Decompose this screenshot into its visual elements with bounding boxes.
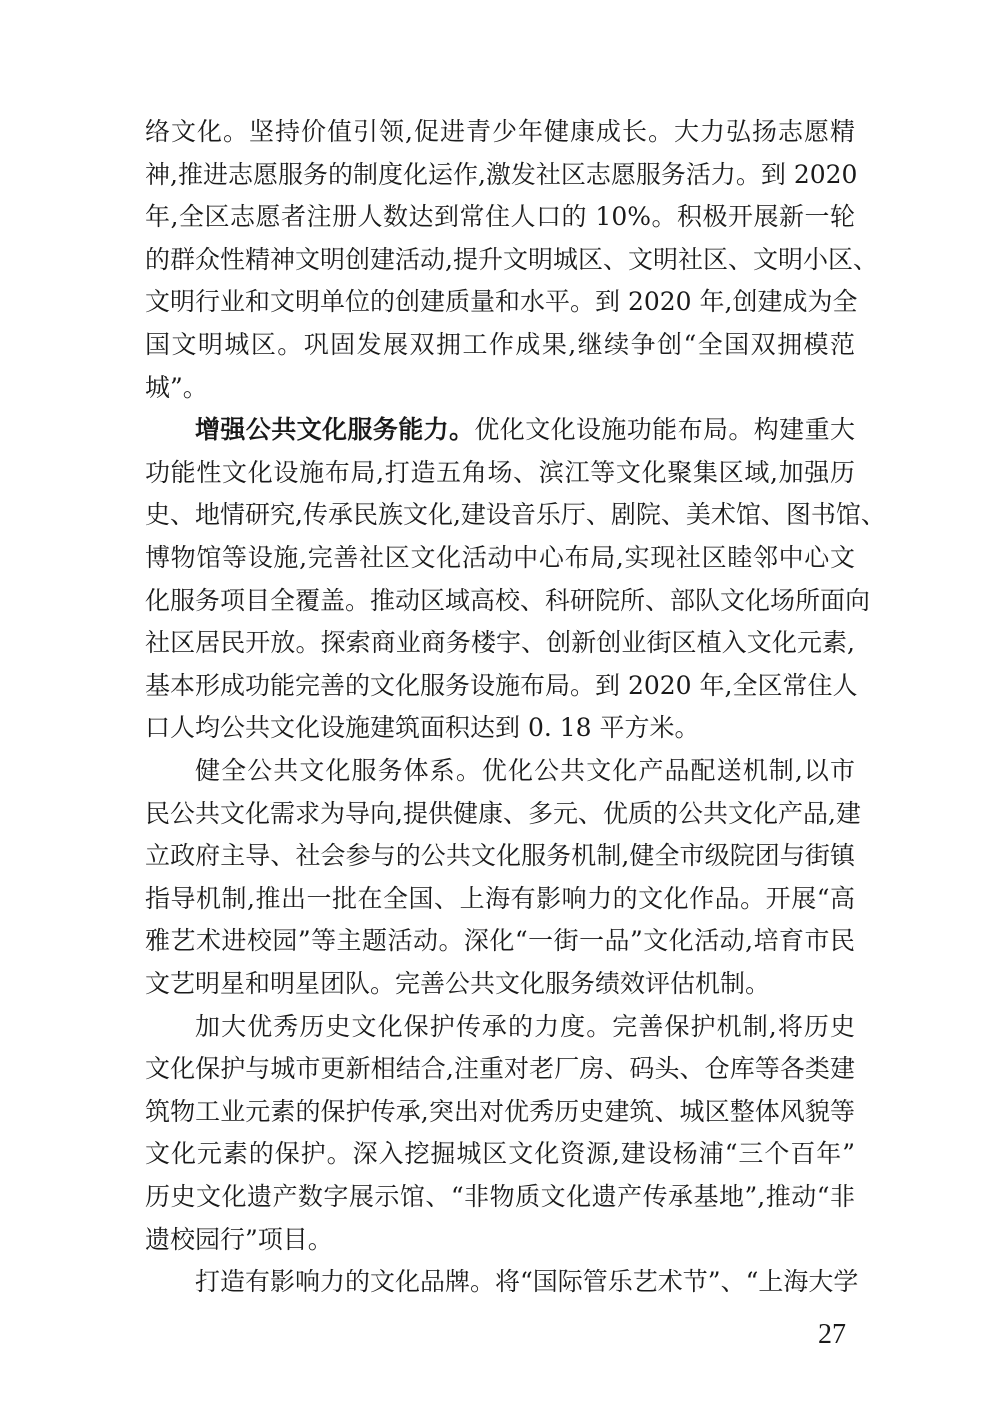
- text-line: 加大优秀历史文化保护传承的力度。完善保护机制,将历史: [195, 1011, 855, 1041]
- text-line: 打造有影响力的文化品牌。将“国际管乐艺术节”、“上海大学: [195, 1267, 859, 1297]
- text-line: 文明行业和文明单位的创建质量和水平。到 2020 年,创建成为全: [145, 287, 858, 317]
- text-line: 筑物工业元素的保护传承,突出对优秀历史建筑、城区整体风貌等: [145, 1096, 855, 1126]
- text-line: 立政府主导、社会参与的公共文化服务机制,健全市级院团与街镇: [145, 841, 855, 871]
- text-line: 神,推进志愿服务的制度化运作,激发社区志愿服务活力。到 2020: [145, 159, 858, 189]
- text-line: 民公共文化需求为导向,提供健康、多元、优质的公共文化产品,建: [145, 798, 861, 828]
- text-line: 国文明城区。巩固发展双拥工作成果,继续争创“全国双拥模范: [145, 330, 855, 359]
- text-line: 雅艺术进校园”等主题活动。深化“一街一品”文化活动,培育市民: [145, 926, 855, 956]
- text-line: 年,全区志愿者注册人数达到常住人口的 10%。积极开展新一轮: [145, 202, 855, 232]
- text-line: 博物馆等设施,完善社区文化活动中心布局,实现社区睦邻中心文: [145, 543, 855, 572]
- page-number: 27: [818, 1319, 846, 1350]
- text-line: 络文化。坚持价值引领,促进青少年健康成长。大力弘扬志愿精: [145, 117, 855, 146]
- text-line: 文化元素的保护。深入挖掘城区文化资源,建设杨浦“三个百年”: [145, 1139, 855, 1169]
- text-line: 化服务项目全覆盖。推动区域高校、科研院所、部队文化场所面向: [145, 585, 871, 615]
- text-line: 遗校园行”项目。: [145, 1224, 333, 1254]
- text-line: 健全公共文化服务体系。优化公共文化产品配送机制,以市: [195, 756, 855, 785]
- section-heading: 增强公共文化服务能力。: [195, 415, 475, 445]
- text-line: 基本形成功能完善的文化服务设施布局。到 2020 年,全区常住人: [145, 670, 858, 700]
- text-line: 历史文化遗产数字展示馆、“非物质文化遗产传承基地”,推动“非: [145, 1182, 855, 1211]
- paragraph-heading-line: [195, 414, 855, 446]
- text-line: 城”。: [145, 372, 208, 402]
- text-line: 指导机制,推出一批在全国、上海有影响力的文化作品。开展“高: [145, 883, 855, 913]
- text-line: 文艺明星和明星团队。完善公共文化服务绩效评估机制。: [145, 969, 771, 998]
- text-line: 功能性文化设施布局,打造五角场、滨江等文化聚集区域,加强历: [145, 457, 855, 487]
- text-line: 文化保护与城市更新相结合,注重对老厂房、码头、仓库等各类建: [145, 1054, 855, 1084]
- text-line: 的群众性精神文明创建活动,提升文明城区、文明社区、文明小区、: [145, 244, 878, 274]
- text-line: 口人均公共文化设施建筑面积达到 0. 18 平方米。: [145, 713, 700, 743]
- text-span: 优化文化设施功能布局。构建重大: [474, 415, 855, 445]
- text-line: 社区居民开放。探索商业商务楼宇、创新创业街区植入文化元素,: [145, 628, 855, 658]
- text-line: 史、地情研究,传承民族文化,建设音乐厅、剧院、美术馆、图书馆、: [145, 500, 886, 530]
